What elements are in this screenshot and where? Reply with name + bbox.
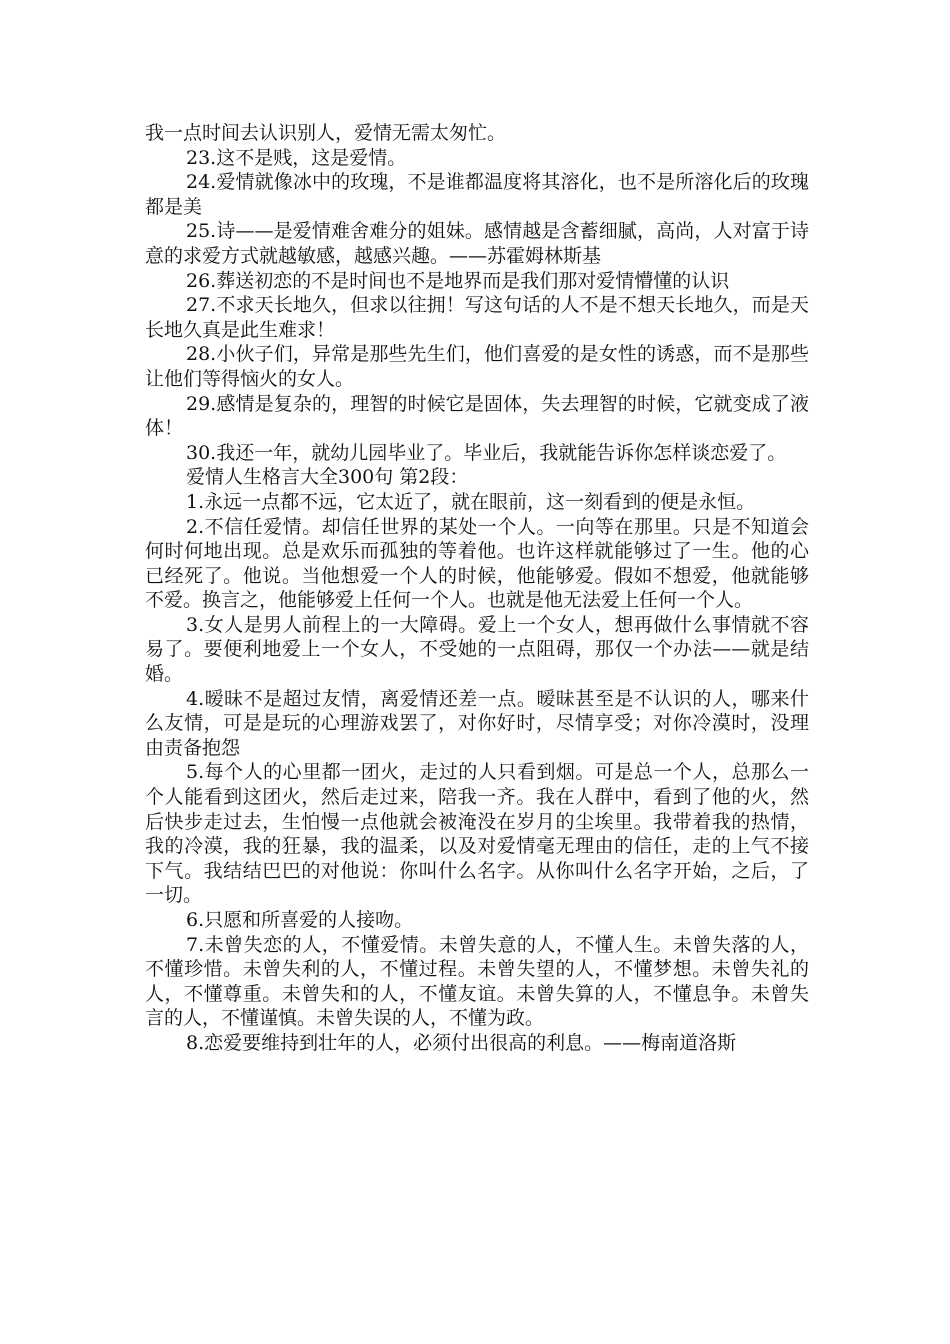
paragraph: 3.女人是男人前程上的一大障碍。爱上一个女人，想再做什么事情就不容易了。要便利地爱上一个女人，不受她的一点阻碍，那仅一个办法——就是结婚。 (145, 613, 809, 686)
paragraph: 28.小伙子们，异常是那些先生们，他们喜爱的是女性的诱惑，而不是那些让他们等得恼火的女人。 (145, 343, 809, 390)
paragraph: 29.感情是复杂的，理智的时候它是固体，失去理智的时候，它就变成了液体！ (145, 392, 809, 440)
paragraph: 7.未曾失恋的人，不懂爱情。未曾失意的人，不懂人生。未曾失落的人，不懂珍惜。未曾失利的人，不懂过程。未曾失望的人，不懂梦想。未曾失礼的人，不懂尊重。未曾失和的人，不懂友谊。未曾失算的人，不懂息争。未曾失言的人，不懂谨慎。未曾失误的人，不懂为政。 (145, 933, 809, 1030)
paragraph: 8.恋爱要维持到壮年的人，必须付出很高的利息。——梅南道洛斯 (186, 1031, 737, 1054)
paragraph: 24.爱情就像冰中的玫瑰，不是谁都温度将其溶化，也不是所溶化后的玫瑰都是美 (145, 171, 809, 218)
paragraph: 1.永远一点都不远，它太近了，就在眼前，这一刻看到的便是永恒。 (186, 490, 756, 513)
document-body (145, 121, 809, 1056)
paragraph: 27.不求天长地久，但求以往拥！写这句话的人不是不想天长地久，而是天长地久真是此生难求！ (145, 294, 809, 341)
paragraph: 2.不信任爱情。却信任世界的某处一个人。一向等在那里。只是不知道会何时何地出现。总是欢乐而孤独的等着他。也许这样就能够过了一生。他的心已经死了。他说。当他想爱一个人的时候，他能够爱。假如不想爱，他就能够不爱。换言之，他能够爱上任何一个人。也就是他无法爱上任何一个人。 (145, 515, 809, 612)
paragraph: 爱情人生格言大全300句 第2段： (186, 466, 469, 489)
paragraph: 23.这不是贱，这是爱情。 (186, 146, 407, 169)
paragraph: 26.葬送初恋的不是时间也不是地界而是我们那对爱情懵懂的认识 (186, 269, 730, 292)
paragraph: 我一点时间去认识别人，爱情无需太匆忙。 (145, 122, 507, 144)
paragraph: 4.暧昧不是超过友情，离爱情还差一点。暧昧甚至是不认识的人，哪来什么友情，可是是玩的心理游戏罢了，对你好时，尽情享受；对你冷漠时，没理由责备抱怨 (145, 687, 809, 759)
paragraph: 6.只愿和所喜爱的人接吻。 (186, 909, 414, 931)
paragraph: 30.我还一年，就幼儿园毕业了。毕业后，我就能告诉你怎样谈恋爱了。 (186, 441, 787, 464)
paragraph: 25.诗——是爱情难舍难分的姐妹。感情越是含蓄细腻，高尚，人对富于诗意的求爱方式就越敏感，越感兴趣。——苏霍姆林斯基 (145, 220, 809, 267)
paragraph: 5.每个人的心里都一团火，走过的人只看到烟。可是总一个人，总那么一个人能看到这团火，然后走过来，陪我一齐。我在人群中，看到了他的火，然后快步走过去，生怕慢一点他就会被淹没在岁月的尘埃里。我带着我的热情，我的冷漠，我的狂暴，我的温柔，以及对爱情毫无理由的信任，走的上气不接下气。我结结巴巴的对他说：你叫什么名字。从你叫什么名字开始，之后，了一切。 (145, 761, 809, 907)
